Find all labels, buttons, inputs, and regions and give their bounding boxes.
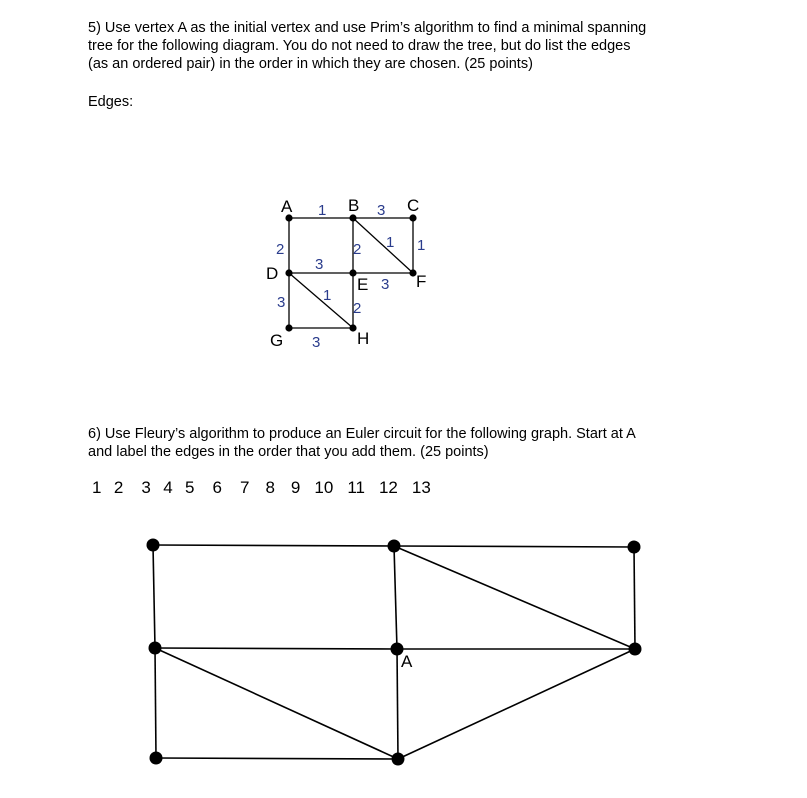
- edge-number: 8: [265, 478, 275, 497]
- vertex-label-d: D: [266, 264, 279, 283]
- edge-number: 5: [185, 478, 195, 497]
- weight-b-e: 2: [353, 241, 362, 258]
- weight-a-b: 1: [318, 202, 327, 219]
- weight-b-f: 1: [386, 234, 395, 251]
- euler-vertex-top-left: [147, 539, 160, 552]
- edge-number: 13: [411, 478, 431, 497]
- vertex-c: [409, 214, 416, 221]
- vertex-label-b: B: [348, 196, 360, 215]
- vertex-h: [349, 324, 356, 331]
- weight-e-f: 3: [381, 276, 390, 293]
- edge-b-f: [353, 218, 413, 273]
- vertex-b: [349, 214, 356, 221]
- euler-edge-tr-mr: [634, 547, 635, 649]
- edge-number: 2: [113, 478, 124, 497]
- weight-c-f: 1: [417, 237, 426, 254]
- euler-vertex-top-middle: [388, 540, 401, 553]
- euler-vertex-middle-right: [629, 643, 642, 656]
- vertex-d: [285, 269, 292, 276]
- question-6-line-1: 6) Use Fleury’s algorithm to produce an Euler circuit for the following graph. Start at A: [88, 426, 636, 442]
- edge-order-numbers: [92, 478, 443, 498]
- euler-edge-bl-bm: [156, 758, 398, 759]
- euler-vertex-bottom-left: [150, 752, 163, 765]
- vertex-label-c: C: [407, 196, 420, 215]
- edge-number: 11: [347, 478, 365, 497]
- edge-number: 3: [141, 478, 151, 497]
- euler-edge-tl-tm: [153, 545, 394, 546]
- euler-edge-ml-bl: [155, 648, 156, 758]
- edge-number: 1: [92, 478, 102, 497]
- vertex-label-e: E: [357, 275, 369, 294]
- weight-d-g: 3: [277, 294, 286, 311]
- question-5-line-1: 5) Use vertex A as the initial vertex and use Prim’s algorithm to find a minimal spanning: [88, 20, 647, 36]
- euler-vertex-top-right: [628, 541, 641, 554]
- edges-label: Edges:: [88, 94, 134, 110]
- euler-vertex-bottom-middle: [392, 753, 405, 766]
- vertex-label-f: F: [416, 272, 427, 291]
- euler-edge-tm-a: [394, 546, 397, 649]
- euler-start-label: A: [401, 652, 413, 671]
- euler-edge-tl-ml: [153, 545, 155, 648]
- weight-d-e: 3: [315, 256, 324, 273]
- euler-edge-mr-bm: [398, 649, 635, 759]
- edge-d-h: [289, 273, 353, 328]
- vertex-label-h: H: [357, 329, 370, 348]
- edge-number: 10: [314, 478, 334, 497]
- euler-graph: [147, 539, 642, 766]
- weight-d-h: 1: [323, 287, 332, 304]
- vertex-e: [349, 269, 356, 276]
- euler-edge-ml-bm: [155, 648, 398, 759]
- edge-number: 12: [378, 478, 398, 497]
- weight-e-h: 2: [353, 300, 362, 317]
- edge-number: 4: [163, 478, 173, 497]
- edge-number: 9: [290, 478, 301, 497]
- euler-edge-tm-mr: [394, 546, 635, 649]
- euler-edge-ml-a: [155, 648, 397, 649]
- weight-b-c: 3: [377, 202, 386, 219]
- question-6-line-2: and label the edges in the order that you add them. (25 points): [88, 444, 489, 460]
- edge-number: 7: [239, 478, 250, 497]
- weight-g-h: 3: [312, 334, 321, 351]
- weight-a-d: 2: [276, 241, 285, 258]
- question-5-line-3: (as an ordered pair) in the order in which they are chosen. (25 points): [88, 56, 533, 72]
- question-6-text: [88, 425, 636, 461]
- prim-graph: [266, 196, 426, 351]
- euler-edge-tm-tr: [394, 546, 634, 547]
- vertex-g: [285, 324, 292, 331]
- vertex-label-a: A: [281, 197, 293, 216]
- edge-number: 6: [212, 478, 222, 497]
- euler-edge-a-bm: [397, 649, 398, 759]
- euler-vertex-middle-left: [149, 642, 162, 655]
- vertex-label-g: G: [270, 331, 284, 350]
- question-5-line-2: tree for the following diagram. You do not need to draw the tree, but do list the edges: [88, 38, 631, 54]
